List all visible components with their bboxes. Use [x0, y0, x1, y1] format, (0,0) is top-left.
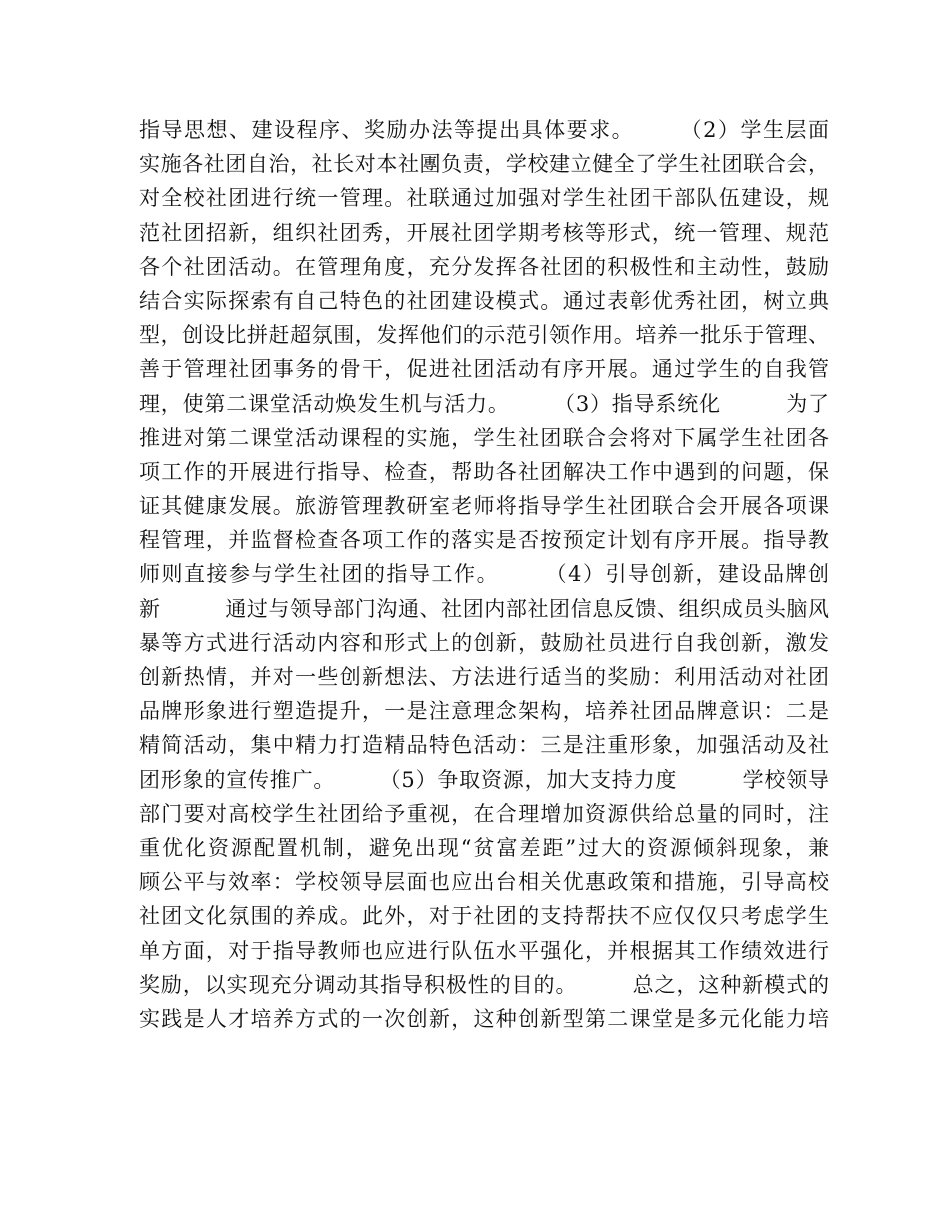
text-line: 理，使第二课堂活动焕发生机与活力。 （3）指导系统化 为了	[139, 391, 829, 416]
text-line: 奖励，以实现充分调动其指导积极性的目的。 总之，这种新模式的	[139, 972, 829, 997]
text-line: 单方面，对于指导教师也应进行队伍水平强化，并根据其工作绩效进行	[139, 938, 829, 963]
text-line: 对全校社团进行统一管理。社联通过加强对学生社团干部队伍建设，规	[139, 186, 829, 211]
text-line: 顾公平与效率：学校领导层面也应出台相关优惠政策和措施，引导高校	[139, 870, 829, 895]
text-line: 程管理，并监督检查各项工作的落实是否按预定计划有序开展。指导教	[139, 528, 829, 553]
text-line: 证其健康发展。旅游管理教研室老师将指导学生社团联合会开展各项课	[139, 494, 829, 519]
text-line: 指导思想、建设程序、奖励办法等提出具体要求。 （2）学生层面	[139, 118, 829, 142]
text-line: 各个社团活动。在管理角度，充分发挥各社团的积极性和主动性，鼓励	[139, 254, 829, 279]
text-line: 善于管理社团事务的骨干，促进社团活动有序开展。通过学生的自我管	[139, 357, 829, 382]
text-line: 品牌形象进行塑造提升，一是注意理念架构，培养社团品牌意识：二是	[139, 699, 829, 724]
body-text	[139, 113, 829, 1036]
text-line: 实践是人才培养方式的一次创新，这种创新型第二课堂是多元化能力培	[139, 1006, 829, 1031]
text-line: 师则直接参与学生社团的指导工作。 （4）引导创新，建设品牌创	[139, 562, 829, 587]
text-line: 项工作的开展进行指导、检查，帮助各社团解决工作中遇到的问题，保	[139, 459, 829, 484]
text-line: 精简活动，集中精力打造精品特色活动：三是注重形象，加强活动及社	[139, 733, 829, 758]
text-line: 部门要对高校学生社团给予重视，在合理增加资源供给总量的同时，注	[139, 801, 829, 826]
text-line: 新 通过与领导部门沟通、社团内部社团信息反馈、组织成员头脑风	[139, 596, 829, 621]
text-line: 型，创设比拼赶超氛围，发挥他们的示范引领作用。培养一批乐于管理、	[139, 323, 829, 348]
text-line: 创新热情，并对一些创新想法、方法进行适当的奖励：利用活动对社团	[139, 665, 829, 689]
text-line: 团形象的宣传推广。 （5）争取资源，加大支持力度 学校领导	[139, 767, 829, 792]
text-line: 范社团招新，组织社团秀，开展社团学期考核等形式，统一管理、规范	[139, 220, 829, 245]
text-line: 社团文化氛围的养成。此外，对于社团的支持帮扶不应仅仅只考虑学生	[139, 904, 829, 929]
text-line: 实施各社团自治，社长对本社團负责，学校建立健全了学生社团联合会，	[139, 152, 829, 177]
text-line: 暴等方式进行活动内容和形式上的创新，鼓励社员进行自我创新，激发	[139, 630, 829, 655]
text-line: 推进对第二课堂活动课程的实施，学生社团联合会将对下属学生社团各	[139, 425, 829, 450]
text-line: 结合实际探索有自己特色的社团建设模式。通过表彰优秀社团，树立典	[139, 288, 829, 313]
text-line: 重优化资源配置机制，避免出现“贫富差距”过大的资源倾斜现象，兼	[139, 835, 829, 860]
